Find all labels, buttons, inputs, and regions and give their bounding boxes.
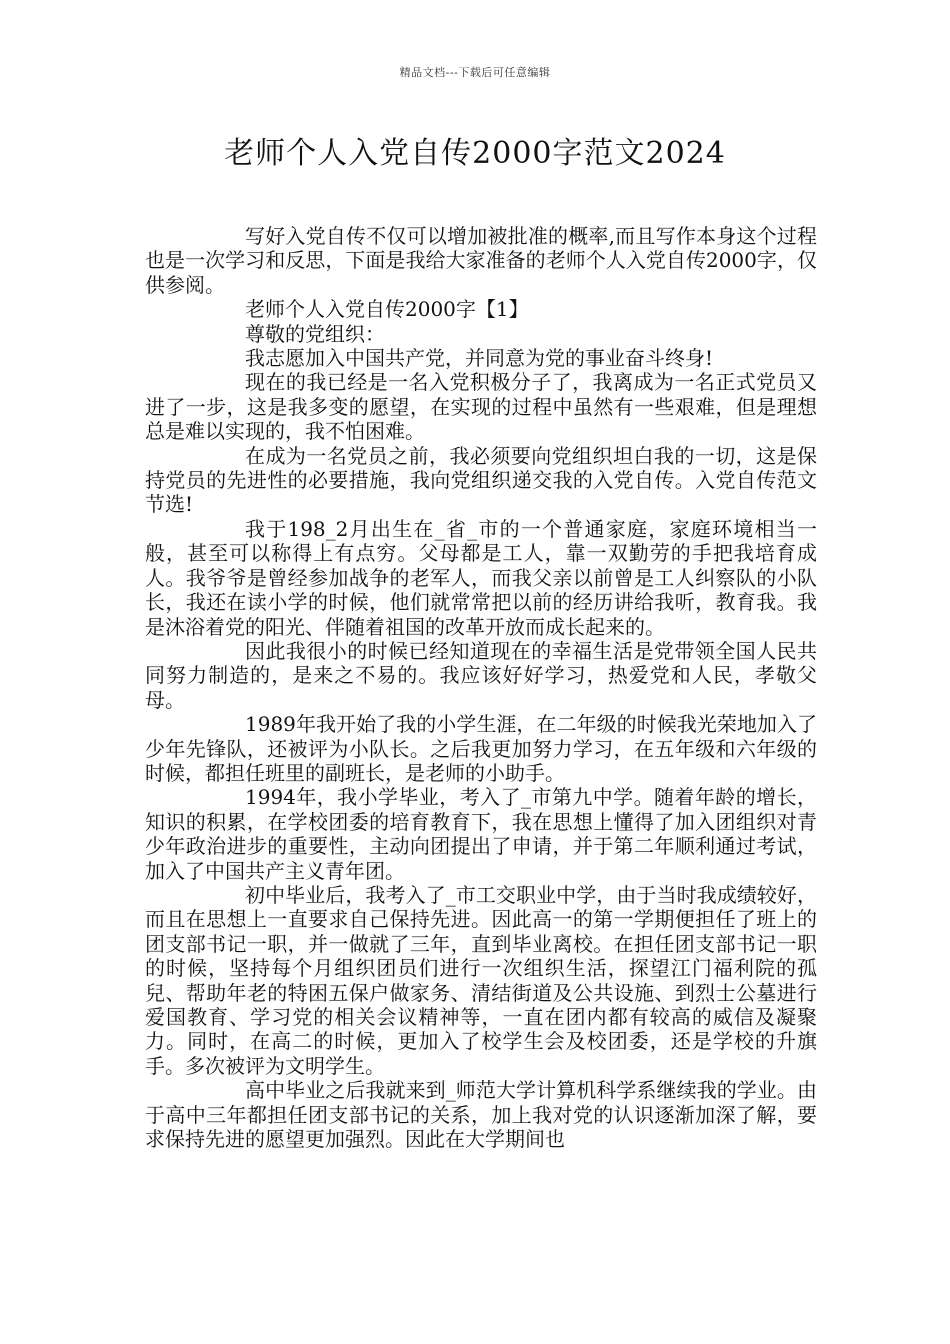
paragraph: 我志愿加入中国共产党，并同意为党的事业奋斗终身! [245,346,714,371]
document-body [145,224,817,1151]
section-heading: 老师个人入党自传2000字【1】 [245,297,529,322]
paragraph: 在成为一名党员之前，我必须要向党组织坦白我的一切，这是保持党员的先进性的必要措施，我向党组织递交我的入党自传。入党自传范文节选! [145,443,817,517]
paragraph: 1994年，我小学毕业，考入了_市第九中学。随着年龄的增长，知识的积累，在学校团委的培育教育下，我在思想上懂得了加入团组织对青少年政治进步的重要性，主动向团提出了申请，并于第二年顺利通过考试，加入了中国共产主义青年团。 [145,785,817,883]
salutation: 尊敬的党组织： [245,321,385,346]
paragraph: 现在的我已经是一名入党积极分子了，我离成为一名正式党员又进了一步，这是我多变的愿望，在实现的过程中虽然有一些艰难，但是理想总是难以实现的，我不怕困难。 [145,370,817,444]
header-note: 精品文档---下载后可任意编辑 [399,66,551,79]
paragraph: 高中毕业之后我就来到_师范大学计算机科学系继续我的学业。由于高中三年都担任团支部书记的关系，加上我对党的认识逐渐加深了解，要求保持先进的愿望更加强烈。因此在大学期间也 [145,1078,817,1152]
document-title: 老师个人入党自传2000字范文2024 [224,136,726,171]
paragraph-intro: 写好入党自传不仅可以增加被批准的概率,而且写作本身这个过程也是一次学习和反思，下面是我给大家准备的老师个人入党自传2000字，仅供参阅。 [145,224,817,297]
paragraph: 初中毕业后，我考入了_市工交职业中学，由于当时我成绩较好，而且在思想上一直要求自己保持先进。因此高一的第一学期便担任了班上的团支部书记一职，并一做就了三年，直到毕业离校。在担任团支部书记一职的时候，坚持每个月组织团员们进行一次组织生活，探望江门福利院的孤兒、帮助年老的特困五保户做家务、清结街道及公共设施、到烈士公墓进行爱国教育、学习党的相关会议精神等，一直在团内都有较高的威信及凝聚力。同时，在高二的时候，更加入了校学生会及校团委，还是学校的升旗手。多次被评为文明学生。 [145,882,817,1078]
paragraph: 因此我很小的时候已经知道现在的幸福生活是党带领全国人民共同努力制造的，是来之不易的。我应该好好学习，热爱党和人民，孝敬父母。 [145,638,817,712]
paragraph: 我于198_2月出生在_省_市的一个普通家庭，家庭环境相当一般，甚至可以称得上有点穷。父母都是工人，靠一双勤劳的手把我培育成人。我爷爷是曾经参加战争的老军人，而我父亲以前曾是工人纠察队的小队长，我还在读小学的时候，他们就常常把以前的经历讲给我听，教育我。我是沐浴着党的阳光、伴随着祖国的改革开放而成长起来的。 [145,516,817,639]
paragraph: 1989年我开始了我的小学生涯，在二年级的时候我光荣地加入了少年先锋队，还被评为小队长。之后我更加努力学习，在五年级和六年级的时候，都担任班里的副班长，是老师的小助手。 [145,712,817,785]
